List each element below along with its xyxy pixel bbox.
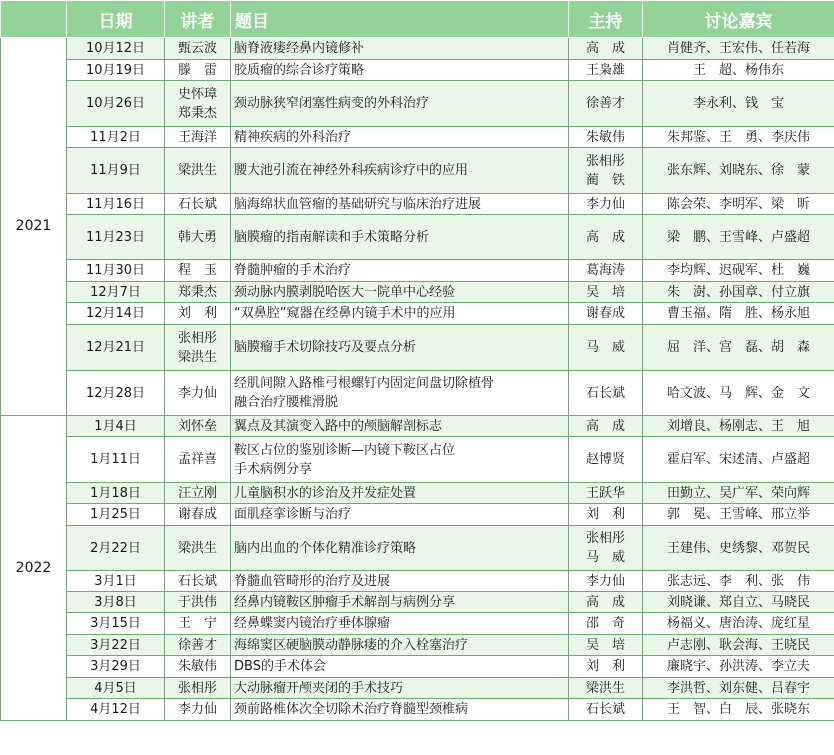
- cell-line: 石长斌: [177, 573, 217, 589]
- guests-cell: 刘晓谦、郑自立、马晓民: [643, 592, 834, 613]
- table-row: [1, 215, 834, 260]
- title-cell: [231, 325, 569, 371]
- cell-line: 经鼻内镜鞍区肿瘤手术解剖与病例分享: [234, 594, 456, 610]
- cell-line: 王跃华: [585, 485, 625, 501]
- host-cell: [569, 678, 643, 699]
- cell-line: 腰大池引流在神经外科疾病诊疗中的应用: [234, 163, 469, 178]
- date-cell: 1月11日: [67, 437, 165, 483]
- table-row: [1, 303, 834, 325]
- table-row: [1, 60, 834, 81]
- cell-line: 精神疾病的外科治疗: [234, 129, 352, 145]
- title-cell: [231, 504, 569, 526]
- title-cell: [231, 38, 569, 60]
- host-cell: [569, 194, 643, 215]
- cell-line: 梁洪生: [177, 163, 217, 178]
- guests-cell: 李均辉、迟砚军、杜 巍: [643, 260, 834, 282]
- guests-cell: 王建伟、史绣黎、邓贺民: [643, 526, 834, 571]
- title-cell: [231, 437, 569, 483]
- cell-line: 于洪伟: [177, 594, 217, 610]
- cell-line: 赵博贤: [585, 452, 625, 467]
- cell-line: 脑膜瘤手术切除技巧及要点分析: [234, 340, 417, 355]
- table-row: [1, 38, 834, 60]
- cell-line: 刘怀垒: [177, 418, 217, 434]
- table-row: [1, 656, 834, 678]
- date-cell: 2月22日: [67, 526, 165, 571]
- speaker-cell: [165, 656, 231, 678]
- cell-line: 脑海绵状血管瘤的基础研究与临床治疗进展: [234, 196, 482, 212]
- guests-cell: 李洪哲、刘东健、吕春宇: [643, 678, 834, 699]
- cell-line: 胶质瘤的综合诊疗策略: [234, 62, 365, 78]
- table-row: [1, 483, 834, 504]
- cell-line: 高 成: [585, 594, 625, 610]
- host-cell: [569, 437, 643, 483]
- table-row: [1, 571, 834, 592]
- cell-line: 高 成: [585, 418, 625, 434]
- cell-line: 颈前路椎体次全切除术治疗脊髓型颈椎病: [234, 702, 469, 717]
- cell-line: 吴 培: [585, 637, 625, 653]
- host-cell: [569, 127, 643, 148]
- guests-cell: 霍启军、宋述清、卢盛超: [643, 437, 834, 483]
- year-cell: 2021: [1, 38, 67, 416]
- cell-line: 石长斌: [177, 196, 217, 212]
- table-row: [1, 282, 834, 303]
- guests-cell: 郭 冕、王雪峰、邢立举: [643, 504, 834, 526]
- date-cell: 12月21日: [67, 325, 165, 371]
- speaker-cell: [165, 571, 231, 592]
- host-cell: [569, 504, 643, 526]
- cell-line: 徐善才: [585, 96, 625, 111]
- speaker-cell: [165, 127, 231, 148]
- cell-line: 王海洋: [177, 129, 217, 145]
- title-cell: [231, 635, 569, 656]
- cell-line: 张相彤: [177, 330, 217, 346]
- guests-cell: 卢志刚、耿会海、王晓民: [643, 635, 834, 656]
- cell-line: 手术病例分享: [234, 461, 313, 477]
- host-cell: [569, 325, 643, 371]
- cell-line: 谢春成: [585, 306, 625, 321]
- title-cell: [231, 148, 569, 194]
- cell-line: 李力仙: [177, 385, 217, 401]
- date-cell: 12月28日: [67, 371, 165, 416]
- cell-line: 朱敏伟: [585, 129, 625, 145]
- cell-line: 马 威: [585, 550, 625, 565]
- table-row: [1, 416, 834, 437]
- host-cell: [569, 148, 643, 194]
- date-cell: 1月25日: [67, 504, 165, 526]
- cell-line: 面肌痉挛诊断与治疗: [234, 507, 352, 522]
- table-row: [1, 699, 834, 721]
- cell-line: 脊髓血管畸形的治疗及进展: [234, 573, 391, 589]
- cell-line: 脑脊液瘘经鼻内镜修补: [234, 41, 365, 56]
- cell-line: 大动脉瘤开颅夹闭的手术技巧: [234, 680, 404, 696]
- speaker-cell: [165, 303, 231, 325]
- table-row: [1, 504, 834, 526]
- guests-cell: 田勤立、吴广军、荣向辉: [643, 483, 834, 504]
- date-cell: 10月19日: [67, 60, 165, 81]
- cell-line: 郑秉杰: [177, 105, 217, 121]
- speaker-cell: [165, 81, 231, 127]
- date-cell: 12月14日: [67, 303, 165, 325]
- speaker-cell: [165, 635, 231, 656]
- speaker-cell: [165, 260, 231, 282]
- speaker-cell: [165, 483, 231, 504]
- host-cell: [569, 81, 643, 127]
- table-row: [1, 148, 834, 194]
- cell-line: 王枭雄: [585, 62, 625, 78]
- cell-line: 滕 雷: [177, 62, 217, 78]
- date-cell: 11月16日: [67, 194, 165, 215]
- speaker-cell: [165, 504, 231, 526]
- cell-line: 程 玉: [177, 263, 217, 278]
- speaker-cell: [165, 215, 231, 260]
- host-cell: [569, 656, 643, 678]
- host-cell: [569, 215, 643, 260]
- header-host: 主持: [569, 1, 643, 38]
- title-cell: [231, 81, 569, 127]
- date-cell: 4月12日: [67, 699, 165, 721]
- title-cell: [231, 678, 569, 699]
- cell-line: 张相彤: [585, 153, 625, 169]
- host-cell: [569, 260, 643, 282]
- cell-line: 融合治疗腰椎滑脱: [234, 395, 339, 410]
- cell-line: 李力仙: [585, 573, 625, 589]
- title-cell: [231, 656, 569, 678]
- cell-line: DBS的手术体会: [234, 659, 326, 674]
- speaker-cell: [165, 282, 231, 303]
- guests-cell: 廉晓宇、孙洪涛、李立夫: [643, 656, 834, 678]
- title-cell: [231, 613, 569, 635]
- title-cell: [231, 260, 569, 282]
- guests-cell: 李永利、钱 宝: [643, 81, 834, 127]
- table-row: [1, 678, 834, 699]
- cell-line: 高 成: [585, 229, 625, 245]
- cell-line: 儿童脑积水的诊治及并发症处置: [234, 485, 417, 501]
- table-row: [1, 325, 834, 371]
- date-cell: 10月12日: [67, 38, 165, 60]
- title-cell: [231, 303, 569, 325]
- cell-line: 朱敏伟: [177, 659, 217, 674]
- cell-line: 翼点及其演变入路中的颅脑解剖标志: [234, 418, 443, 434]
- title-cell: [231, 483, 569, 504]
- title-cell: [231, 60, 569, 81]
- speaker-cell: [165, 416, 231, 437]
- cell-line: 谢春成: [177, 507, 217, 522]
- title-cell: [231, 127, 569, 148]
- guests-cell: 梁 鹏、王雪峰、卢盛超: [643, 215, 834, 260]
- date-cell: 3月1日: [67, 571, 165, 592]
- header-year: [1, 1, 67, 38]
- cell-line: 颈动脉狭窄闭塞性病变的外科治疗: [234, 96, 430, 111]
- cell-line: 邵 奇: [585, 616, 625, 631]
- table-row: [1, 371, 834, 416]
- cell-line: 刘 利: [585, 507, 625, 522]
- cell-line: 梁洪生: [177, 540, 217, 556]
- host-cell: [569, 592, 643, 613]
- host-cell: [569, 371, 643, 416]
- cell-line: 郑秉杰: [177, 284, 217, 300]
- cell-line: 梁洪生: [585, 680, 625, 696]
- guests-cell: 王 超、杨伟东: [643, 60, 834, 81]
- table-row: [1, 81, 834, 127]
- date-cell: 4月5日: [67, 678, 165, 699]
- title-cell: [231, 526, 569, 571]
- header-speaker: 讲者: [165, 1, 231, 38]
- host-cell: [569, 483, 643, 504]
- cell-line: 高 成: [585, 41, 625, 56]
- date-cell: 10月26日: [67, 81, 165, 127]
- date-cell: 11月9日: [67, 148, 165, 194]
- host-cell: [569, 699, 643, 721]
- guests-cell: 肖健齐、王宏伟、任若海: [643, 38, 834, 60]
- speaker-cell: [165, 437, 231, 483]
- table-row: [1, 437, 834, 483]
- header-guests: 讨论嘉宾: [643, 1, 834, 38]
- date-cell: 1月4日: [67, 416, 165, 437]
- title-cell: [231, 371, 569, 416]
- guests-cell: 张志远、李 利、张 伟: [643, 571, 834, 592]
- host-cell: [569, 38, 643, 60]
- cell-line: 葛海涛: [585, 263, 625, 278]
- cell-line: 颈动脉内膜剥脱哈医大一院单中心经验: [234, 284, 456, 300]
- cell-line: 海绵窦区硬脑膜动静脉瘘的介入栓塞治疗: [234, 637, 469, 653]
- date-cell: 11月23日: [67, 215, 165, 260]
- cell-line: 经肌间隙入路椎弓根螺钉内固定间盘切除植骨: [234, 376, 495, 391]
- date-cell: 1月18日: [67, 483, 165, 504]
- title-cell: [231, 282, 569, 303]
- cell-line: 刘 利: [177, 306, 217, 321]
- cell-line: 脑内出血的个体化精准诊疗策略: [234, 540, 417, 556]
- cell-line: 蔺 铁: [585, 172, 625, 188]
- host-cell: [569, 613, 643, 635]
- speaker-cell: [165, 148, 231, 194]
- cell-line: 李力仙: [177, 702, 217, 717]
- speaker-cell: [165, 592, 231, 613]
- guests-cell: 杨福义、唐治涛、庞红星: [643, 613, 834, 635]
- cell-line: 脑膜瘤的指南解读和手术策略分析: [234, 229, 430, 245]
- host-cell: [569, 282, 643, 303]
- date-cell: 11月30日: [67, 260, 165, 282]
- cell-line: 史怀璋: [177, 86, 217, 102]
- cell-line: 马 威: [585, 340, 625, 355]
- table-row: [1, 526, 834, 571]
- table-row: [1, 592, 834, 613]
- host-cell: [569, 526, 643, 571]
- cell-line: 张相彤: [177, 680, 217, 696]
- host-cell: [569, 571, 643, 592]
- guests-cell: 哈文波、马 辉、金 文: [643, 371, 834, 416]
- cell-line: 脊髓肿瘤的手术治疗: [234, 263, 352, 278]
- year-cell: 2022: [1, 416, 67, 721]
- speaker-cell: [165, 325, 231, 371]
- title-cell: [231, 592, 569, 613]
- cell-line: 王 宁: [177, 616, 217, 631]
- cell-line: 孟祥喜: [177, 452, 217, 467]
- header-row: [1, 1, 834, 38]
- cell-line: 张相彤: [585, 531, 625, 546]
- date-cell: 3月15日: [67, 613, 165, 635]
- cell-line: 甄云波: [177, 41, 217, 56]
- cell-line: 徐善才: [177, 637, 217, 653]
- speaker-cell: [165, 38, 231, 60]
- table-row: [1, 260, 834, 282]
- table-row: [1, 635, 834, 656]
- guests-cell: 曹玉福、隋 胜、杨永旭: [643, 303, 834, 325]
- cell-line: 汪立刚: [177, 485, 217, 501]
- cell-line: “双鼻腔”窥器在经鼻内镜手术中的应用: [234, 306, 456, 321]
- guests-cell: 朱 澍、孙国章、付立旗: [643, 282, 834, 303]
- guests-cell: 朱邦鉴、王 勇、李庆伟: [643, 127, 834, 148]
- speaker-cell: [165, 678, 231, 699]
- header-title: 题目: [231, 1, 569, 38]
- schedule-body: [1, 38, 834, 721]
- guests-cell: 陈会荣、李明军、梁 昕: [643, 194, 834, 215]
- speaker-cell: [165, 699, 231, 721]
- date-cell: 3月29日: [67, 656, 165, 678]
- host-cell: [569, 60, 643, 81]
- header-date: 日期: [67, 1, 165, 38]
- speaker-cell: [165, 526, 231, 571]
- speaker-cell: [165, 60, 231, 81]
- guests-cell: 王 智、白 辰、张晓东: [643, 699, 834, 721]
- title-cell: [231, 699, 569, 721]
- title-cell: [231, 215, 569, 260]
- cell-line: 经鼻蝶窦内镜治疗垂体腺瘤: [234, 616, 391, 631]
- date-cell: 11月2日: [67, 127, 165, 148]
- host-cell: [569, 635, 643, 656]
- cell-line: 梁洪生: [177, 349, 217, 365]
- date-cell: 3月8日: [67, 592, 165, 613]
- guests-cell: 刘增良、杨刚志、王 旭: [643, 416, 834, 437]
- guests-cell: 张东辉、刘晓东、徐 蒙: [643, 148, 834, 194]
- speaker-cell: [165, 371, 231, 416]
- speaker-cell: [165, 613, 231, 635]
- host-cell: [569, 303, 643, 325]
- guests-cell: 屈 洋、宫 磊、胡 森: [643, 325, 834, 371]
- date-cell: 3月22日: [67, 635, 165, 656]
- table-row: [1, 613, 834, 635]
- cell-line: 李力仙: [585, 196, 625, 212]
- title-cell: [231, 571, 569, 592]
- table-row: [1, 127, 834, 148]
- title-cell: [231, 194, 569, 215]
- cell-line: 石长斌: [585, 385, 625, 401]
- title-cell: [231, 416, 569, 437]
- speaker-cell: [165, 194, 231, 215]
- cell-line: 韩大勇: [177, 229, 217, 245]
- cell-line: 鞍区占位的鉴别诊断—内镜下鞍区占位: [234, 442, 456, 458]
- date-cell: 12月7日: [67, 282, 165, 303]
- cell-line: 石长斌: [585, 702, 625, 717]
- cell-line: 刘 利: [585, 659, 625, 674]
- table-row: [1, 194, 834, 215]
- cell-line: 吴 培: [585, 284, 625, 300]
- host-cell: [569, 416, 643, 437]
